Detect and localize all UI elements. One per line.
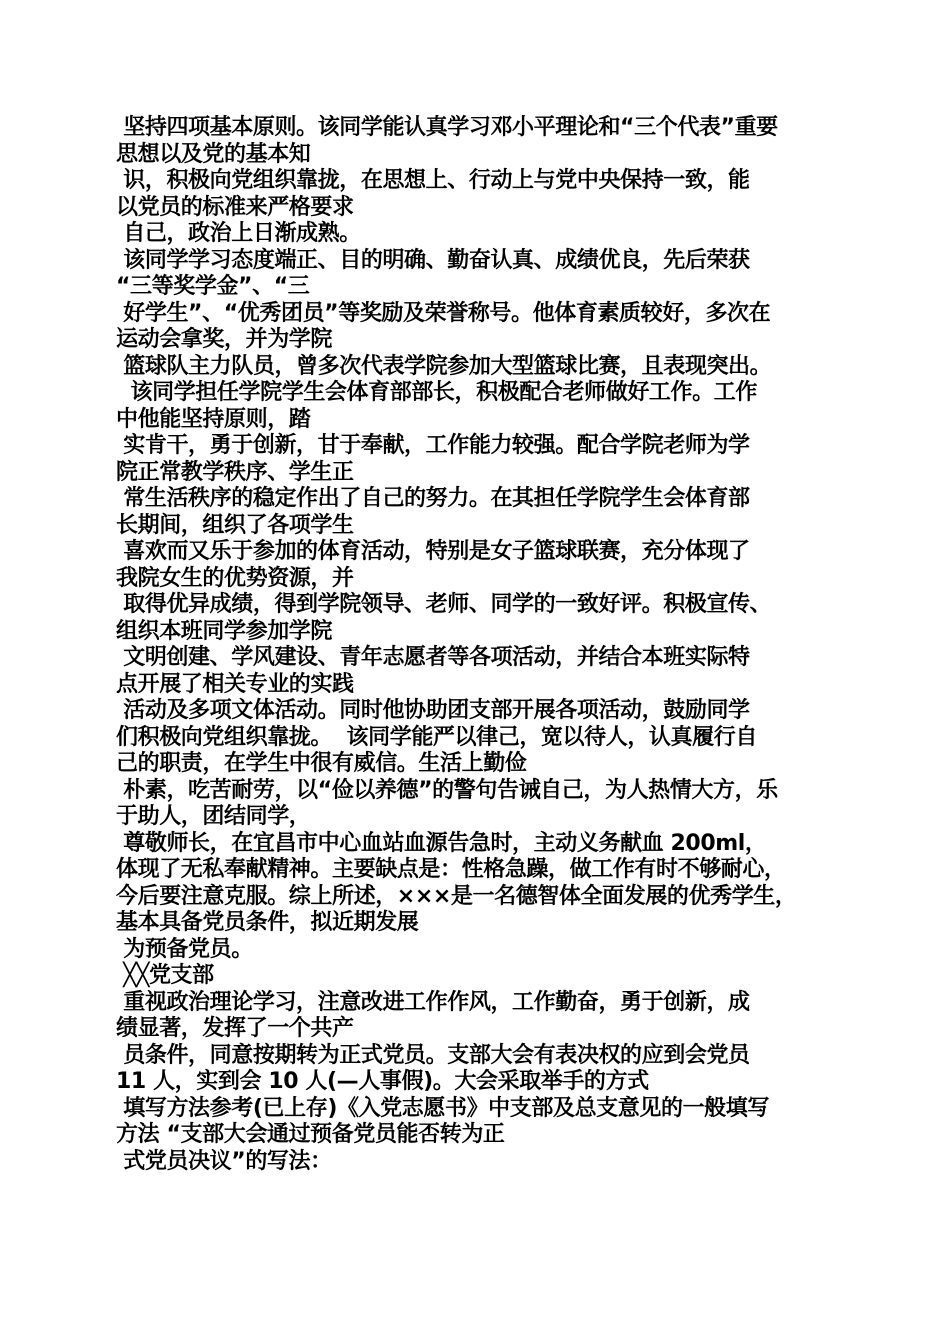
text-line: 方法 “支部大会通过预备党员能否转为正 <box>116 1122 505 1147</box>
text-line: 我院女生的优势资源，并 <box>116 565 354 591</box>
text-line: 朴素，吃苦耐劳，以“俭以养德”的警句告诫自己，为人热情大方，乐 <box>116 777 778 803</box>
text-line: 绩显著，发挥了一个共产 <box>116 1016 354 1041</box>
text-line: 体现了无私奉献精神。主要缺点是：性格急躁，做工作有时不够耐心， <box>116 857 786 882</box>
text-line: 为预备党员。 <box>116 936 253 962</box>
text-line: 基本具备党员条件，拟近期发展 <box>116 910 419 935</box>
text-line: 思想以及党的基本知 <box>116 141 311 167</box>
text-line: 己的职责，在学生中很有威信。生活上勤俭 <box>116 751 527 776</box>
text-line: 好学生”、“优秀团员”等奖励及荣誉称号。他体育素质较好，多次在 <box>116 300 771 326</box>
text-line: 于助人，团结同学， <box>116 804 311 829</box>
text-line: 组织本班同学参加学院 <box>116 618 333 644</box>
text-line: 今后要注意克服。综上所述，×××是一名德智体全面发展的优秀学生， <box>116 883 797 909</box>
text-line: 自己，政治上日渐成熟。 <box>116 221 361 246</box>
text-line: “三等奖学金”、“三 <box>116 274 310 299</box>
text-line: 识，积极向党组织靠拢，在思想上、行动上与党中央保持一致，能 <box>116 168 750 193</box>
text-line: 坚持四项基本原则。该同学能认真学习邓小平理论和“三个代表”重要 <box>116 115 778 140</box>
text-line: 点开展了相关专业的实践 <box>116 671 354 697</box>
text-line: 尊敬师长，在宜昌市中心血站血源告急时，主动义务献血 200ml， <box>116 830 767 856</box>
text-line: ╳╳党支部 <box>116 963 214 988</box>
text-line: 实肯干，勇于创新，甘于奉献，工作能力较强。配合学院老师为学 <box>116 433 750 458</box>
text-line: 该同学担任学院学生会体育部部长，积极配合老师做好工作。工作 <box>116 380 757 405</box>
text-line: 们积极向党组织靠拢。 该同学能严以律己，宽以待人，认真履行自 <box>116 724 757 750</box>
text-line: 11 人，实到会 10 人(—人事假)。大会采取举手的方式 <box>116 1069 649 1094</box>
text-line: 篮球队主力队员，曾多次代表学院参加大型篮球比赛，且表现突出。 <box>116 353 772 379</box>
text-line: 中他能坚持原则，踏 <box>116 406 311 432</box>
text-line: 文明创建、学风建设、青年志愿者等各项活动，并结合本班实际特 <box>116 645 750 670</box>
text-line: 喜欢而又乐于参加的体育活动，特别是女子篮球联赛，充分体现了 <box>116 539 750 564</box>
text-line: 重视政治理论学习，注意改进工作作风，工作勤奋，勇于创新，成 <box>116 989 750 1015</box>
text-line: 员条件，同意按期转为正式党员。支部大会有表决权的应到会党员 <box>116 1042 750 1068</box>
document-body <box>116 115 856 1175</box>
text-line: 运动会拿奖，并为学院 <box>116 327 333 352</box>
text-line: 院正常教学秩序、学生正 <box>116 459 354 485</box>
text-line: 活动及多项文体活动。同时他协助团支部开展各项活动，鼓励同学 <box>116 698 750 723</box>
text-line: 取得优异成绩，得到学院领导、老师、同学的一致好评。积极宣传、 <box>116 592 772 617</box>
text-line: 以党员的标准来严格要求 <box>116 194 354 220</box>
text-line: 填写方法参考(已上存)《入党志愿书》中支部及总支意见的一般填写 <box>116 1095 769 1121</box>
text-line: 长期间，组织了各项学生 <box>116 512 354 538</box>
text-line: 该同学学习态度端正、目的明确、勤奋认真、成绩优良，先后荣获 <box>116 247 750 273</box>
text-line: 式党员决议”的写法： <box>116 1148 332 1174</box>
text-line: 常生活秩序的稳定作出了自己的努力。在其担任学院学生会体育部 <box>116 486 750 511</box>
